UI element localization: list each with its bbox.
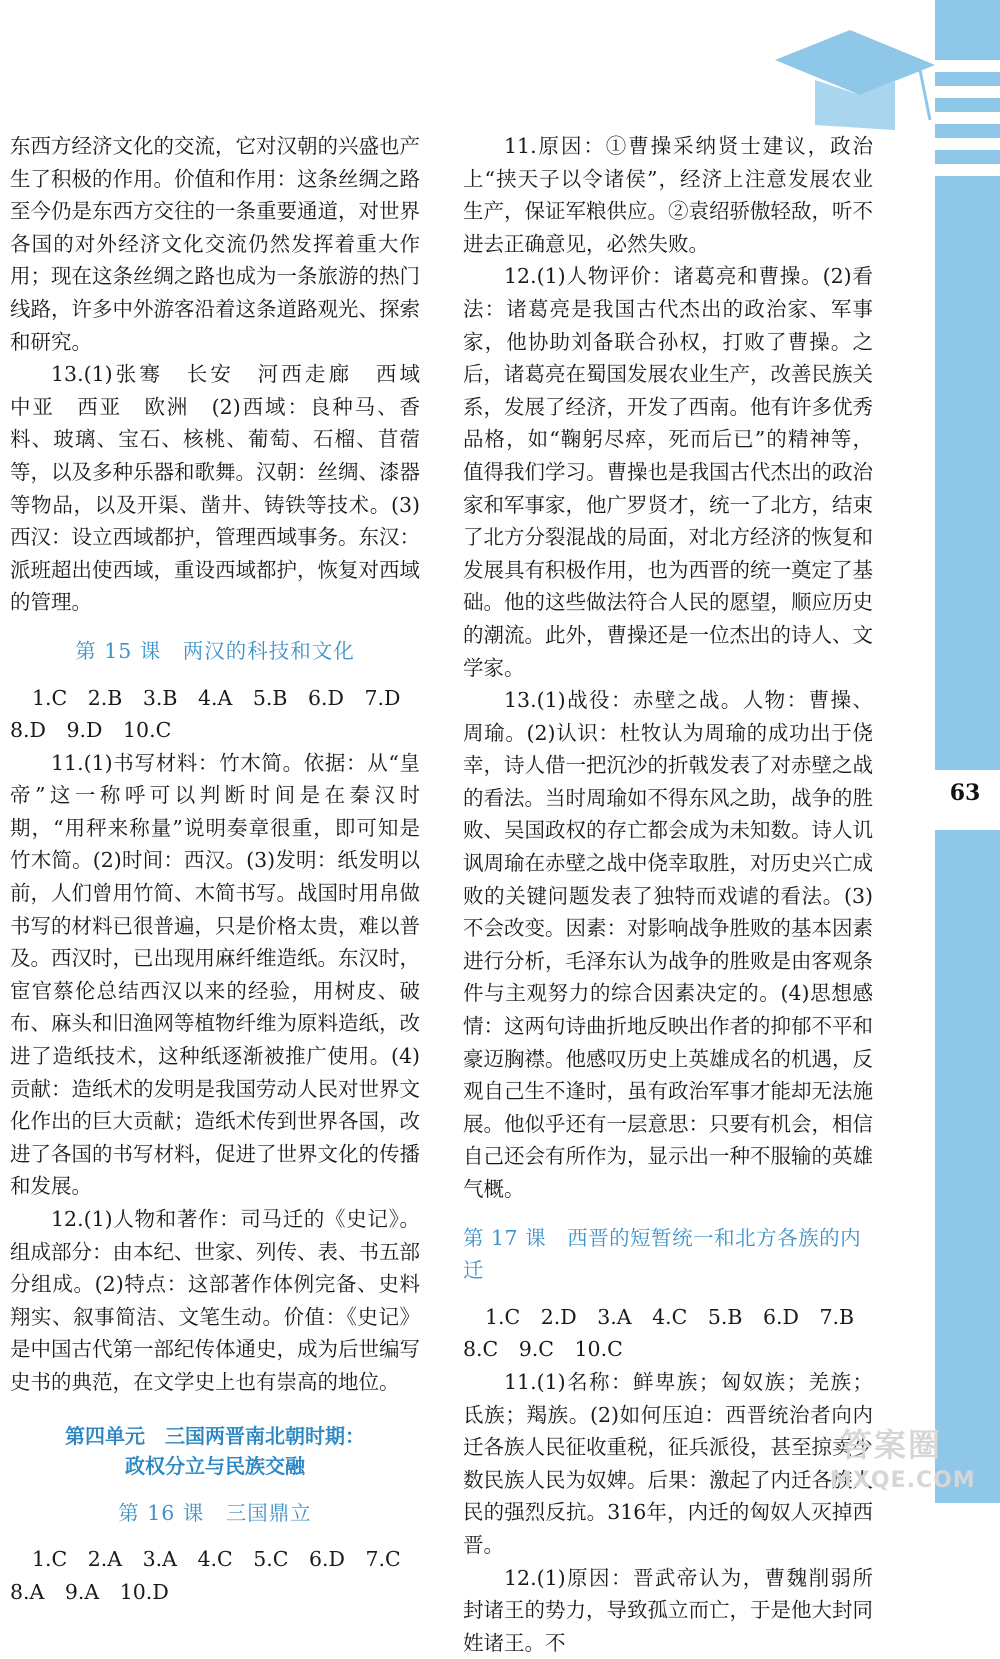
left-column [10, 130, 441, 1608]
watermark-url: MXQE.COM [830, 1468, 976, 1493]
answer-13: 13.(1)张骞 长安 河西走廊 西域 中亚 西亚 欧洲 (2)西域：良种马、香料、玻璃、宝石、核桃、葡萄、石榴、苜蓿等，以及多种乐器和歌舞。汉朝：丝绸、漆器等物品，以及开渠、凿井、铸铁等技术。(3)西汉：设立西域都护，管理西域事务。东汉：派班超出使西域，重设西域都护，恢复对西域的管理。 [10, 362, 441, 615]
band-divider [935, 138, 1000, 150]
choice-answers: 1.C 2.D 3.A 4.C 5.B 6.D 7.B [485, 1304, 855, 1329]
paragraph: 东西方经济文化的交流，它对汉朝的兴盛也产生了积极的作用。价值和作用：这条丝绸之路至今仍是东西方交往的一条重要通道，对世界各国的对外经济文化交流仍然发挥着重大作用；现在这条丝绸之路也成为一条旅游的热门线路，许多中外游客沿着这条道路观光、探索和研究。 [10, 134, 420, 354]
right-column [463, 130, 873, 1659]
answer-11: 11.原因：①曹操采纳贤士建议，政治上“挟天子以令诸侯”，经济上注意发展农业生产，保证军粮供应。②袁绍骄傲轻敌，听不进去正确意见，必然失败。 [463, 134, 873, 256]
answer-13: 13.(1)战役：赤壁之战。人物：曹操、周瑜。(2)认识：杜牧认为周瑜的成功出于侥幸，诗人借一把沉沙的折戟发表了对赤壁之战的看法。当时周瑜如不得东风之助，战争的胜败、吴国政权的存亡都会成为未知数。诗人讥讽周瑜在赤壁之战中侥幸取胜，对历史兴亡成败的关键问题发表了独特而戏谑的看法。(3)不会改变。因素：对影响战争胜败的基本因素进行分析，毛泽东认为战争的胜败是由客观条件与主观努力的综合因素决定的。(4)思想感情：这两句诗曲折地反映出作者的抑郁不平和豪迈胸襟。他感叹历史上英雄成名的机遇，反观自己生不逢时，虽有政治军事才能却无法施展。他似乎还有一层意思：只要有机会，相信自己还会有所作为，显示出一种不服输的英雄气概。 [463, 688, 873, 1201]
choice-answers: 8.A 9.A 10.D [10, 1579, 169, 1604]
choice-answers: 1.C 2.A 3.A 4.C 5.C 6.D 7.C [32, 1547, 401, 1572]
lesson-16-title: 第 16 课 三国鼎立 [118, 1500, 312, 1525]
choice-answers: 1.C 2.B 3.B 4.A 5.B 6.D 7.D [32, 685, 401, 710]
page-number: 63 [949, 780, 981, 806]
band-divider [935, 112, 1000, 124]
choice-answers: 8.C 9.C 10.C [463, 1337, 623, 1362]
watermark-text: 答案圈 [840, 1426, 943, 1464]
answer-11: 11.(1)书写材料：竹木简。依据：从“皇帝”这一称呼可以判断时间是在秦汉时期，“用秤来称量”说明奏章很重，即可知是竹木简。(2)时间：西汉。(3)发明：纸发明以前，人们曾用竹简、木简书写。战国时用帛做书写的材料已很普遍，只是价格太贵，难以普及。西汉时，已出现用麻纤维造纸。东汉时，宦官蔡伦总结西汉以来的经验，用树皮、破布、麻头和旧渔网等植物纤维为原料造纸，改进了造纸技术，这种纸逐渐被推广使用。(4)贡献：造纸术的发明是我国劳动人民对世界文化作出的巨大贡献；造纸术传到世界各国，改进了各国的书写材料，促进了世界文化的传播和发展。 [10, 750, 420, 1199]
lesson-15-title: 第 15 课 两汉的科技和文化 [75, 638, 355, 663]
choice-answers: 8.D 9.D 10.C [10, 718, 172, 743]
answer-12: 12.(1)人物和著作：司马迁的《史记》。组成部分：由本纪、世家、列传、表、书五部分组成。(2)特点：这部著作体例完备、史料翔实、叙事简洁、文笔生动。价值：《史记》是中国古代第一部纪传体通史，成为后世编写史书的典范，在文学史上也有崇高的地位。 [10, 1207, 420, 1394]
band-divider [935, 164, 1000, 176]
answer-11: 11.(1)名称：鲜卑族；匈奴族；羌族；氐族；羯族。(2)如何压迫：西晋统治者向内迁各族人民征收重税，征兵派役，甚至掠卖少数民族人民为奴婢。后果：激起了内迁各族人民的强烈反抗。316年，内迁的匈奴人灭掉西晋。 [463, 1369, 873, 1557]
answer-12: 12.(1)原因：晋武帝认为，曹魏削弱所封诸王的势力，导致孤立而亡，于是他大封同姓诸王。不 [463, 1565, 873, 1655]
band-divider [935, 60, 1000, 72]
answer-12: 12.(1)人物评价：诸葛亮和曹操。(2)看法：诸葛亮是我国古代杰出的政治家、军事家，他协助刘备联合孙权，打败了曹操。之后，诸葛亮在蜀国发展农业生产，改善民族关系，发展了经济，开发了西南。他有许多优秀品格，如“鞠躬尽瘁，死而后已”的精神等，值得我们学习。曹操也是我国古代杰出的政治家和军事家，他广罗贤才，统一了北方，结束了北方分裂混战的局面，对北方经济的恢复和发展具有积极作用，也为西晋的统一奠定了基础。他的这些做法符合人民的愿望，顺应历史的潮流。此外，曹操还是一位杰出的诗人、文学家。 [463, 264, 873, 680]
unit-4-title-line1: 第四单元 三国两晋南北朝时期： [65, 1423, 365, 1448]
watermark-logo [820, 1420, 990, 1500]
lesson-17-title: 第 17 课 西晋的短暂统一和北方各族的内迁 [463, 1225, 862, 1283]
unit-4-title-line2: 政权分立与民族交融 [125, 1453, 305, 1478]
band-divider [935, 86, 1000, 98]
side-color-band [935, 0, 1000, 1503]
